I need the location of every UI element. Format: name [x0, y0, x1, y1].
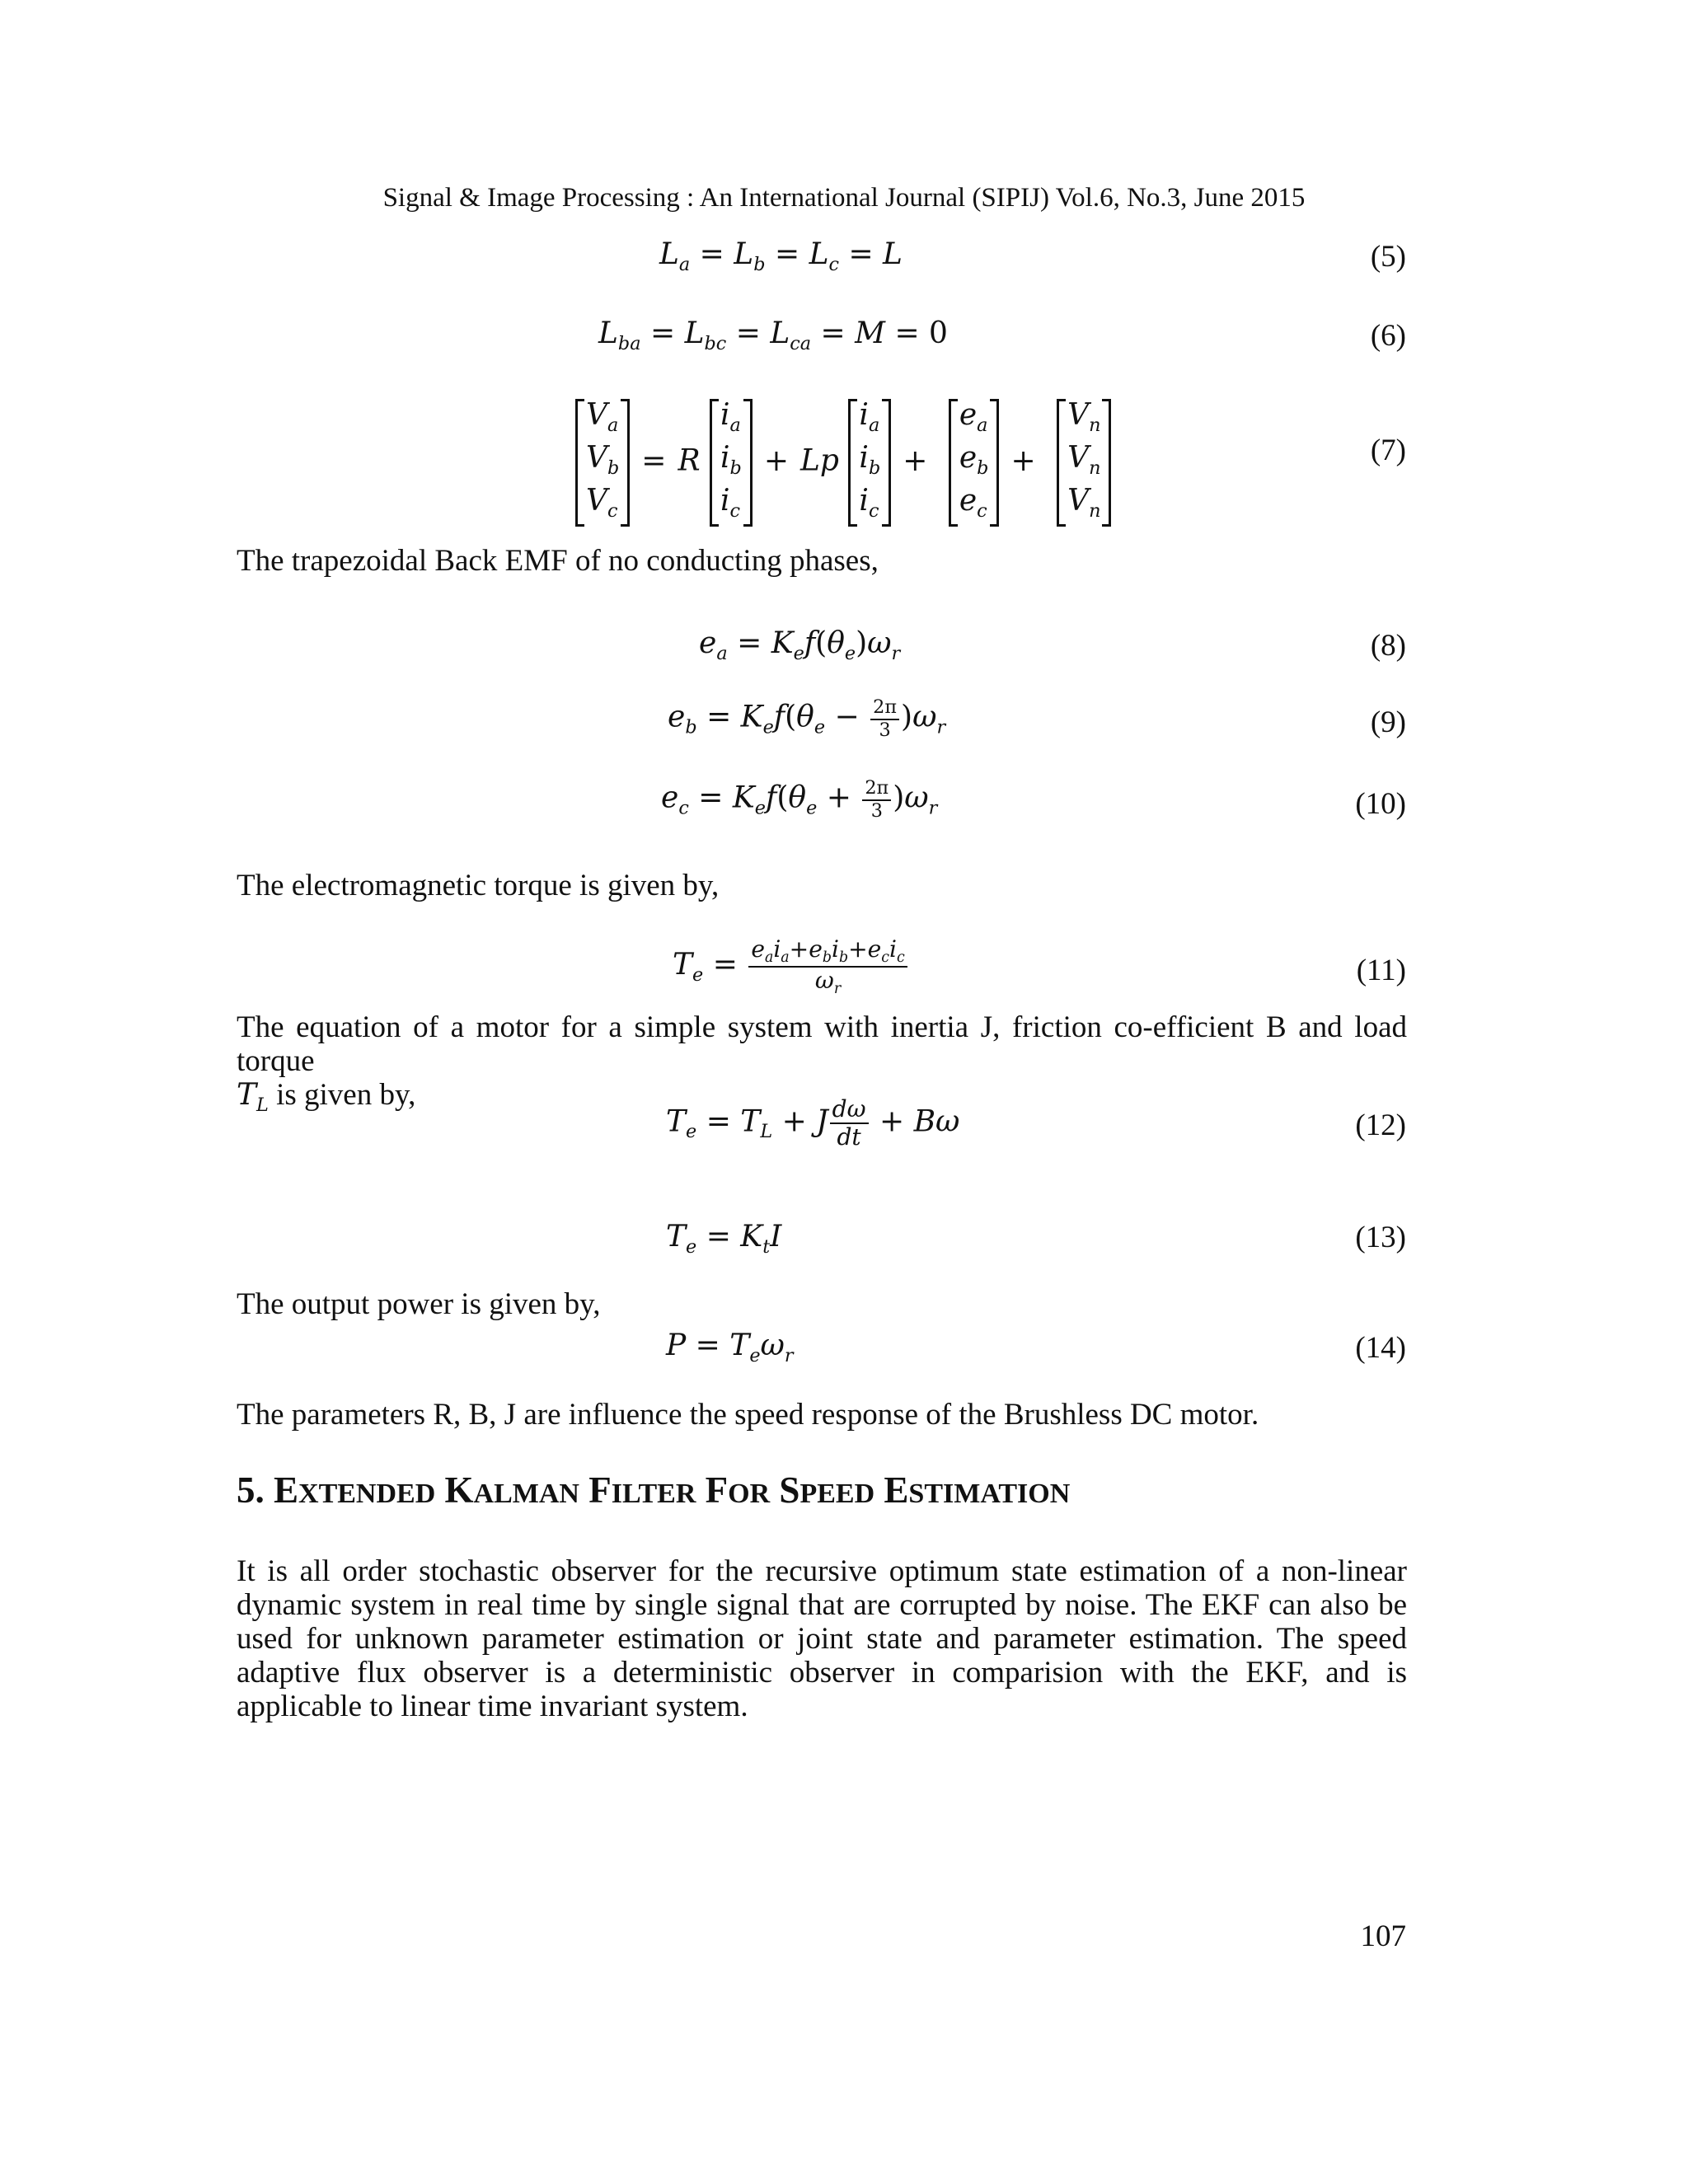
- paragraph-torque: The electromagnetic torque is given by,: [237, 869, 720, 902]
- paragraph-parameters: The parameters R, B, J are influence the speed response of the Brushless DC motor.: [237, 1398, 1259, 1432]
- paragraph-back-emf: The trapezoidal Back EMF of no conducting phases,: [237, 544, 879, 578]
- equation-number: (14): [1355, 1331, 1406, 1365]
- section-heading: [237, 1469, 1070, 1511]
- equation-8: $e_a = K_ef(\theta_e)\omega_r$: [699, 626, 901, 664]
- equation-10: $e_c = K_ef(\theta_e$ + $\frac{2\pi}{3}$ )$\omega_r$: [661, 777, 938, 822]
- heading-rest: ALMAN: [473, 1479, 579, 1509]
- equation-9: $e_b = K_ef(\theta_e$ − $\frac{2\pi}{3}$ )$\omega_r$: [668, 696, 946, 741]
- heading-cap: E: [884, 1469, 909, 1511]
- heading-rest: ILTER: [611, 1479, 696, 1509]
- heading-cap: E: [274, 1469, 299, 1511]
- equation-13: $T_e = K_tI$: [666, 1220, 782, 1258]
- heading-cap: S: [779, 1469, 800, 1511]
- heading-cap: K: [444, 1469, 474, 1511]
- equation-5: $L_a = L_b = L_c = L$: [659, 237, 903, 275]
- equation-number: (10): [1355, 787, 1406, 821]
- running-header: Signal & Image Processing : An International Journal (SIPIJ) Vol.6, No.3, June 2015: [382, 183, 1306, 213]
- equation-number: (11): [1356, 954, 1406, 987]
- equation-number: (12): [1355, 1108, 1406, 1142]
- heading-cap: F: [705, 1469, 729, 1511]
- paragraph-motor-line1: The equation of a motor for a simple system with inertia J, friction co-efficient B and load torque: [237, 1010, 1407, 1078]
- page-number: 107: [1360, 1919, 1406, 1953]
- heading-rest: XTENDED: [298, 1479, 436, 1509]
- equation-number: (6): [1370, 319, 1406, 353]
- paragraph-motor-line2: is given by,: [268, 1078, 416, 1112]
- equation-7: $V_a$ $V_b$ $V_c$ = R $i_a$ $i_b$ $i_c$ + Lp $i_a$ $i_b$ $i_c$ + $e_a$ $e_b$ $e_c$ + $V_n$ $V_n$ $V_n$: [575, 399, 1111, 527]
- equation-number: (5): [1370, 240, 1406, 274]
- equation-number: (13): [1355, 1221, 1406, 1254]
- equation-11: $T_e$ = $\frac{e_ai_a+e_bi_b+e_ci_c}{\omega_r}$: [673, 936, 909, 997]
- equation-12: $T_e = T_L + J$ $\frac{d\omega}{dt}$ + Bω: [666, 1095, 960, 1151]
- symbol-TL: $T_L$: [237, 1078, 269, 1116]
- section-number: 5.: [237, 1469, 265, 1511]
- heading-rest: STIMATION: [908, 1479, 1071, 1509]
- heading-rest: PEED: [799, 1479, 875, 1509]
- equation-14: $P = T_e\omega_r$: [666, 1329, 794, 1366]
- equation-number: (9): [1370, 705, 1406, 739]
- paragraph-power: The output power is given by,: [237, 1287, 601, 1321]
- equation-number: (8): [1370, 629, 1406, 663]
- heading-rest: OR: [728, 1479, 771, 1509]
- equation-number: (7): [1370, 434, 1406, 467]
- heading-cap: F: [588, 1469, 612, 1511]
- section-paragraph: It is all order stochastic observer for the recursive optimum state estimation of a non-linear dynamic system in real time by single signal that are corrupted by noise. The EKF can also be used for unknown parameter estimation or joint state and parameter estimation. The speed adaptive flux observer is a deterministic observer in comparision with the EKF, and is applicable to linear time invariant system.: [237, 1554, 1407, 1723]
- equation-6: $L_{ba} = L_{bc} = L_{ca} = M = 0$: [598, 316, 948, 354]
